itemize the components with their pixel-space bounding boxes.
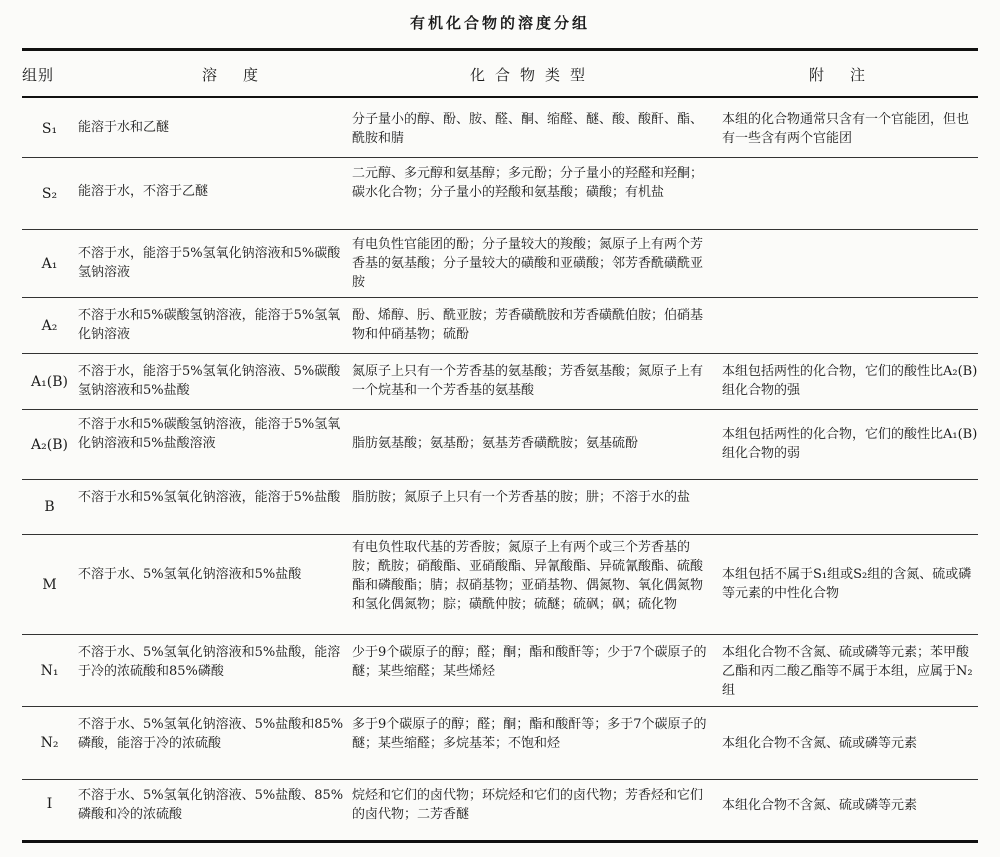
types-cell: 分子量小的醇、酚、胺、醛、酮、缩醛、醚、酸、酸酐、酯、酰胺和腈 — [352, 112, 704, 146]
table-row — [22, 354, 978, 410]
solubility-cell: 不溶于水、5%氢氧化钠溶液和5%盐酸 — [78, 567, 302, 582]
solubility-cell: 不溶于水和5%氢氧化钠溶液，能溶于5%盐酸 — [78, 490, 341, 505]
group-cell: N₂ — [40, 735, 59, 751]
solubility-cell: 不溶于水、5%氢氧化钠溶液和5%盐酸，能溶于冷的浓硫酸和85%磷酸 — [78, 645, 341, 679]
header-solubility: 溶度 — [201, 66, 284, 84]
notes-cell: 本组包括两性的化合物，它们的酸性比A₁(B)组化合物的弱 — [722, 427, 978, 461]
notes-cell: 本组包括两性的化合物，它们的酸性比A₂(B)组化合物的强 — [722, 364, 978, 398]
notes-cell: 本组化合物不含氮、硫或磷等元素 — [722, 798, 918, 813]
solubility-cell: 不溶于水，能溶于5%氢氧化钠溶液、5%碳酸氢钠溶液和5%盐酸 — [78, 364, 341, 398]
header-types: 化合物类型 — [470, 66, 596, 84]
group-cell: A₁ — [41, 255, 58, 272]
table-row — [22, 535, 978, 635]
solubility-cell: 不溶于水和5%碳酸氢钠溶液，能溶于5%氢氧化钠溶液 — [78, 308, 341, 342]
types-cell: 二元醇、多元醇和氨基醇；多元酚；分子量小的羟醛和羟酮；碳水化合物；分子量小的羟酸和氨基酸；磺酸；有机盐 — [352, 166, 704, 200]
table-row — [22, 410, 978, 480]
solubility-cell: 不溶于水和5%碳酸氢钠溶液，能溶于5%氢氧化钠溶液和5%盐酸溶液 — [78, 417, 341, 451]
types-cell: 脂肪胺；氮原子上只有一个芳香基的胺；肼；不溶于水的盐 — [352, 490, 691, 505]
types-cell: 多于9个碳原子的醇；醛；酮；酯和酸酐等；多于7个碳原子的醚；某些缩醛；多烷基苯；不饱和烃 — [352, 717, 707, 751]
table-row — [22, 480, 978, 535]
types-cell: 脂肪氨基酸；氨基酚；氨基芳香磺酰胺；氨基硫酚 — [352, 436, 639, 451]
table-row — [22, 298, 978, 354]
types-cell: 酚、烯醇、肟、酰亚胺；芳香磺酰胺和芳香磺酰伯胺；伯硝基物和仲硝基物；硫酚 — [352, 308, 704, 342]
table-row — [22, 780, 978, 838]
notes-cell: 本组的化合物通常只含有一个官能团，但也有一些含有两个官能团 — [722, 112, 970, 146]
types-cell: 有电负性官能团的酚；分子量较大的羧酸；氮原子上有两个芳香基的氨基酸；分子量较大的磺酸和亚磺酸；邻芳香酰磺酰亚胺 — [352, 237, 704, 290]
group-cell: A₂(B) — [31, 436, 68, 453]
table-row — [22, 158, 978, 230]
group-cell: S₂ — [41, 185, 58, 202]
table-title: 有机化合物的溶度分组 — [409, 14, 590, 32]
top-rule — [22, 48, 978, 51]
header-rule — [22, 96, 978, 98]
solubility-cell: 不溶于水、5%氢氧化钠溶液、5%盐酸、85%磷酸和冷的浓硫酸 — [78, 788, 344, 822]
table-row — [22, 100, 978, 158]
solubility-cell: 不溶于水，能溶于5%氢氧化钠溶液和5%碳酸氢钠溶液 — [78, 246, 341, 280]
bottom-rule — [22, 840, 978, 843]
group-cell: B — [44, 499, 55, 515]
types-cell: 少于9个碳原子的醇；醛；酮；酯和酸酐等；少于7个碳原子的醚；某些缩醛；某些烯烃 — [352, 645, 707, 679]
group-cell: A₂ — [41, 317, 58, 334]
types-cell: 烷烃和它们的卤代物；环烷烃和它们的卤代物；芳香烃和它们的卤代物；二芳香醚 — [352, 788, 704, 822]
group-cell: S₁ — [41, 120, 58, 137]
solubility-cell: 能溶于水和乙醚 — [78, 120, 170, 135]
group-cell: I — [46, 795, 53, 812]
notes-cell: 本组化合物不含氮、硫或磷等元素 — [722, 736, 918, 751]
notes-cell: 本组化合物不含氮、硫或磷等元素；苯甲酸乙酯和丙二酸乙酯等不属于本组，应属于N₂组 — [722, 645, 973, 698]
group-cell: A₁(B) — [31, 373, 68, 390]
header-group: 组别 — [22, 66, 55, 84]
group-cell: M — [42, 576, 57, 593]
notes-cell: 本组包括不属于S₁组或S₂组的含氮、硫或磷等元素的中性化合物 — [722, 567, 972, 601]
types-cell: 氮原子上只有一个芳香基的氨基酸；芳香氨基酸；氮原子上有一个烷基和一个芳香基的氨基酸 — [352, 364, 704, 398]
group-cell: N₁ — [40, 662, 59, 679]
solubility-cell: 不溶于水、5%氢氧化钠溶液、5%盐酸和85%磷酸，能溶于冷的浓硫酸 — [78, 717, 344, 751]
table-row — [22, 230, 978, 298]
table-row — [22, 707, 978, 780]
solubility-cell: 能溶于水，不溶于乙醚 — [78, 184, 209, 199]
header-notes: 附注 — [808, 66, 891, 84]
table-row — [22, 635, 978, 707]
types-cell: 有电负性取代基的芳香胺；氮原子上有两个或三个芳香基的胺；酰胺；硝酸酯、亚硝酸酯、异氰酸酯、异硫氰酸酯、硫酸酯和磷酸酯；腈；叔硝基物；亚硝基物、偶氮物、氧化偶氮物和氢化偶氮物；腙；磺酰仲胺；硫醚；硫砜；砜；硫化物 — [352, 540, 704, 612]
